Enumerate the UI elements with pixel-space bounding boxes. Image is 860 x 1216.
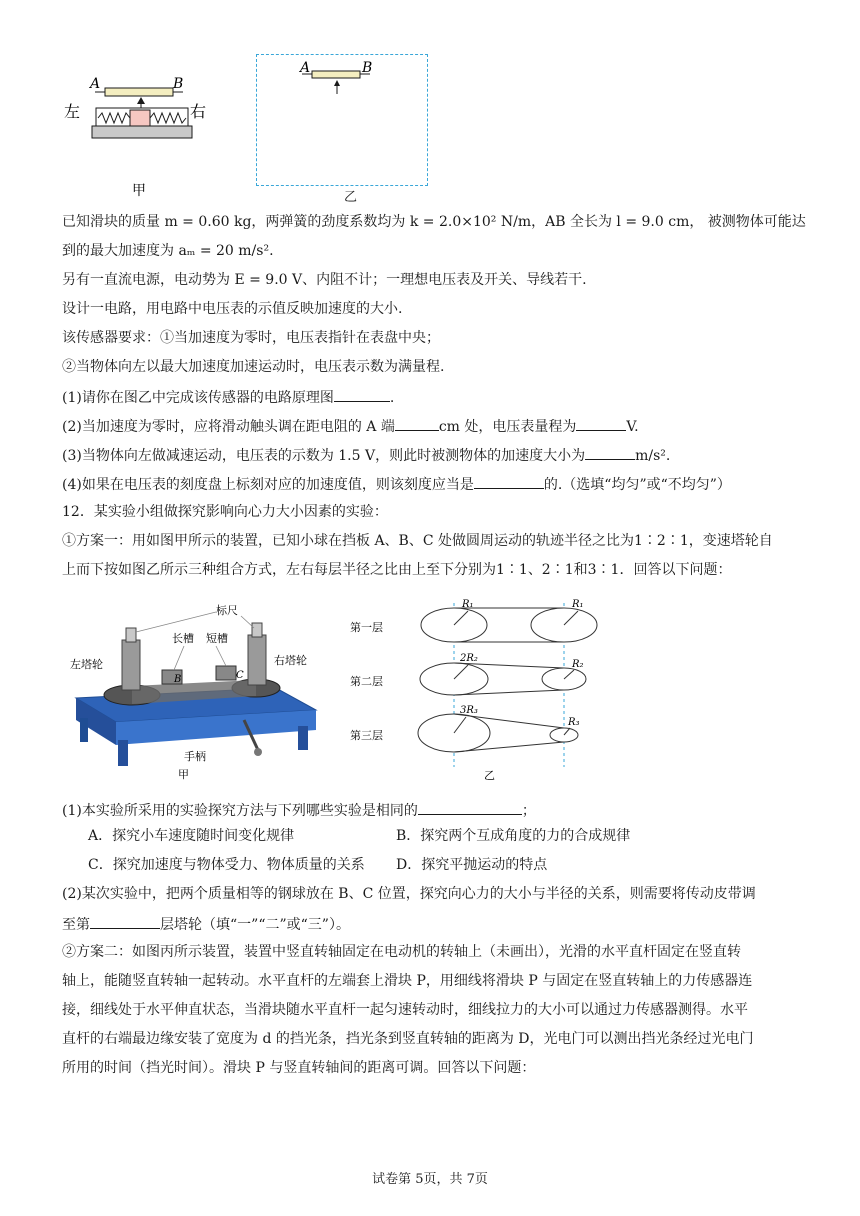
answer-blank[interactable] xyxy=(585,444,635,460)
label-layer1: 第一层 xyxy=(350,621,383,634)
text-line: 已知滑块的质量 m = 0.60 kg，两弹簧的劲度系数均为 k = 2.0×10² N/m，AB 全长为 l = 9.0 cm， 被测物体可能达 xyxy=(62,214,806,230)
question-4: (4)如果在电压表的刻度盘上标刻对应的加速度值，则该刻度应当是 的.（选填“均匀”或“不均匀”） xyxy=(62,473,731,495)
label-3r3: 3R₃ xyxy=(460,705,478,716)
answer-blank[interactable] xyxy=(576,415,626,431)
figure-apparatus xyxy=(66,600,326,790)
question-12-line: 上而下按如图乙所示三种组合方式，左右每层半径之比由上至下分别为1∶1、2∶1和3∶1．回答以下问题： xyxy=(62,562,732,578)
caption-yi: 乙 xyxy=(344,190,358,205)
sub-question-2-cont: 至第 层塔轮（填“一”“二”或“三”）。 xyxy=(62,913,350,935)
plan2-line: 轴上，能随竖直转轴一起转动。水平直杆的左端套上滑块 P，用细线将滑块 P 与固定在竖直转轴上的力传感器连 xyxy=(62,973,753,989)
plan2-line: 接，细线处于水平伸直状态，当滑块随水平直杆一起匀速转动时，细线拉力的大小可以通过力传感器测得。水平 xyxy=(62,1002,748,1018)
label-2r2: 2R₂ xyxy=(460,653,478,664)
figure-yi-resistor xyxy=(290,56,390,96)
text-line: 另有一直流电源，电动势为 E = 9.0 V、内阻不计；一理想电压表及开关、导线若干. xyxy=(62,272,587,288)
label-r2: R₂ xyxy=(572,659,584,670)
label-handle: 手柄 xyxy=(184,750,206,763)
caption-jia-2: 甲 xyxy=(178,768,189,781)
label-b: B xyxy=(174,674,182,685)
label-right-wheel: 右塔轮 xyxy=(274,654,307,667)
answer-blank[interactable] xyxy=(395,415,439,431)
label-right: 右 xyxy=(190,102,207,121)
label-duancao: 短槽 xyxy=(206,632,228,645)
text-line: 到的最大加速度为 aₘ = 20 m/s². xyxy=(62,243,274,259)
question-12-line: ①方案一：用如图甲所示的装置，已知小球在挡板 A、B、C 处做圆周运动的轨迹半径之比为1∶2∶1，变速塔轮自 xyxy=(62,533,773,549)
option-b[interactable]: B．探究两个互成角度的力的合成规律 xyxy=(396,828,631,844)
answer-blank[interactable] xyxy=(474,473,544,489)
answer-blank[interactable] xyxy=(418,799,522,815)
label-r3: R₃ xyxy=(568,717,580,728)
answer-blank[interactable] xyxy=(90,913,160,929)
label-left: 左 xyxy=(64,102,81,121)
label-r1-left: R₁ xyxy=(462,599,474,610)
question-12-title: 12．某实验小组做探究影响向心力大小因素的实验： xyxy=(62,504,388,520)
label-biaochi: 标尺 xyxy=(216,604,238,617)
sub-question-2: (2)某次实验中，把两个质量相等的钢球放在 B、C 位置，探究向心力的大小与半径的关系，则需要将传动皮带调 xyxy=(62,886,756,902)
caption-jia: 甲 xyxy=(132,183,146,199)
answer-blank[interactable] xyxy=(334,386,390,402)
label-left-wheel: 左塔轮 xyxy=(70,658,103,671)
option-a[interactable]: A．探究小车速度随时间变化规律 xyxy=(88,828,295,844)
figure-pulley-layers xyxy=(350,595,620,785)
label-r1-right: R₁ xyxy=(572,599,584,610)
figure-jia-sensor xyxy=(60,70,220,200)
label-b: B xyxy=(173,76,184,92)
label-a: A xyxy=(146,672,154,683)
text-line: 设计一电路，用电路中电压表的示值反映加速度的大小. xyxy=(62,301,403,317)
caption-yi-2: 乙 xyxy=(484,769,495,782)
question-1: (1)请你在图乙中完成该传感器的电路原理图 . xyxy=(62,386,394,408)
label-layer3: 第三层 xyxy=(350,729,383,742)
page-footer: 试卷第 5页，共 7页 xyxy=(372,1172,488,1187)
label-changcao: 长槽 xyxy=(172,632,194,645)
label-a: A xyxy=(90,76,101,92)
sub-question-1: (1)本实验所采用的实验探究方法与下列哪些实验是相同的 ； xyxy=(62,799,536,821)
text-line: 该传感器要求：①当加速度为零时，电压表指针在表盘中央； xyxy=(62,330,440,346)
question-2: (2)当加速度为零时，应将滑动触头调在距电阻的 A 端 cm 处，电压表量程为 V. xyxy=(62,415,639,437)
option-c[interactable]: C．探究加速度与物体受力、物体质量的关系 xyxy=(88,857,365,873)
plan2-line: 直杆的右端最边缘安装了宽度为 d 的挡光条，挡光条到竖直转轴的距离为 D，光电门可以测出挡光条经过光电门 xyxy=(62,1031,754,1047)
question-3: (3)当物体向左做减速运动，电压表的示数为 1.5 V，则此时被测物体的加速度大小为 m/s². xyxy=(62,444,670,466)
text-line: ②当物体向左以最大加速度加速运动时，电压表示数为满量程. xyxy=(62,359,445,375)
label-layer2: 第二层 xyxy=(350,675,383,688)
label-b: B xyxy=(362,60,373,76)
plan2-line: ②方案二：如图丙所示装置，装置中竖直转轴固定在电动机的转轴上（未画出），光滑的水平直杆固定在竖直转 xyxy=(62,944,741,960)
label-a: A xyxy=(300,60,311,76)
label-c: C xyxy=(236,670,244,681)
plan2-line: 所用的时间（挡光时间）。滑块 P 与竖直转轴间的距离可调。回答以下问题： xyxy=(62,1060,536,1076)
option-d[interactable]: D．探究平抛运动的特点 xyxy=(396,857,548,873)
